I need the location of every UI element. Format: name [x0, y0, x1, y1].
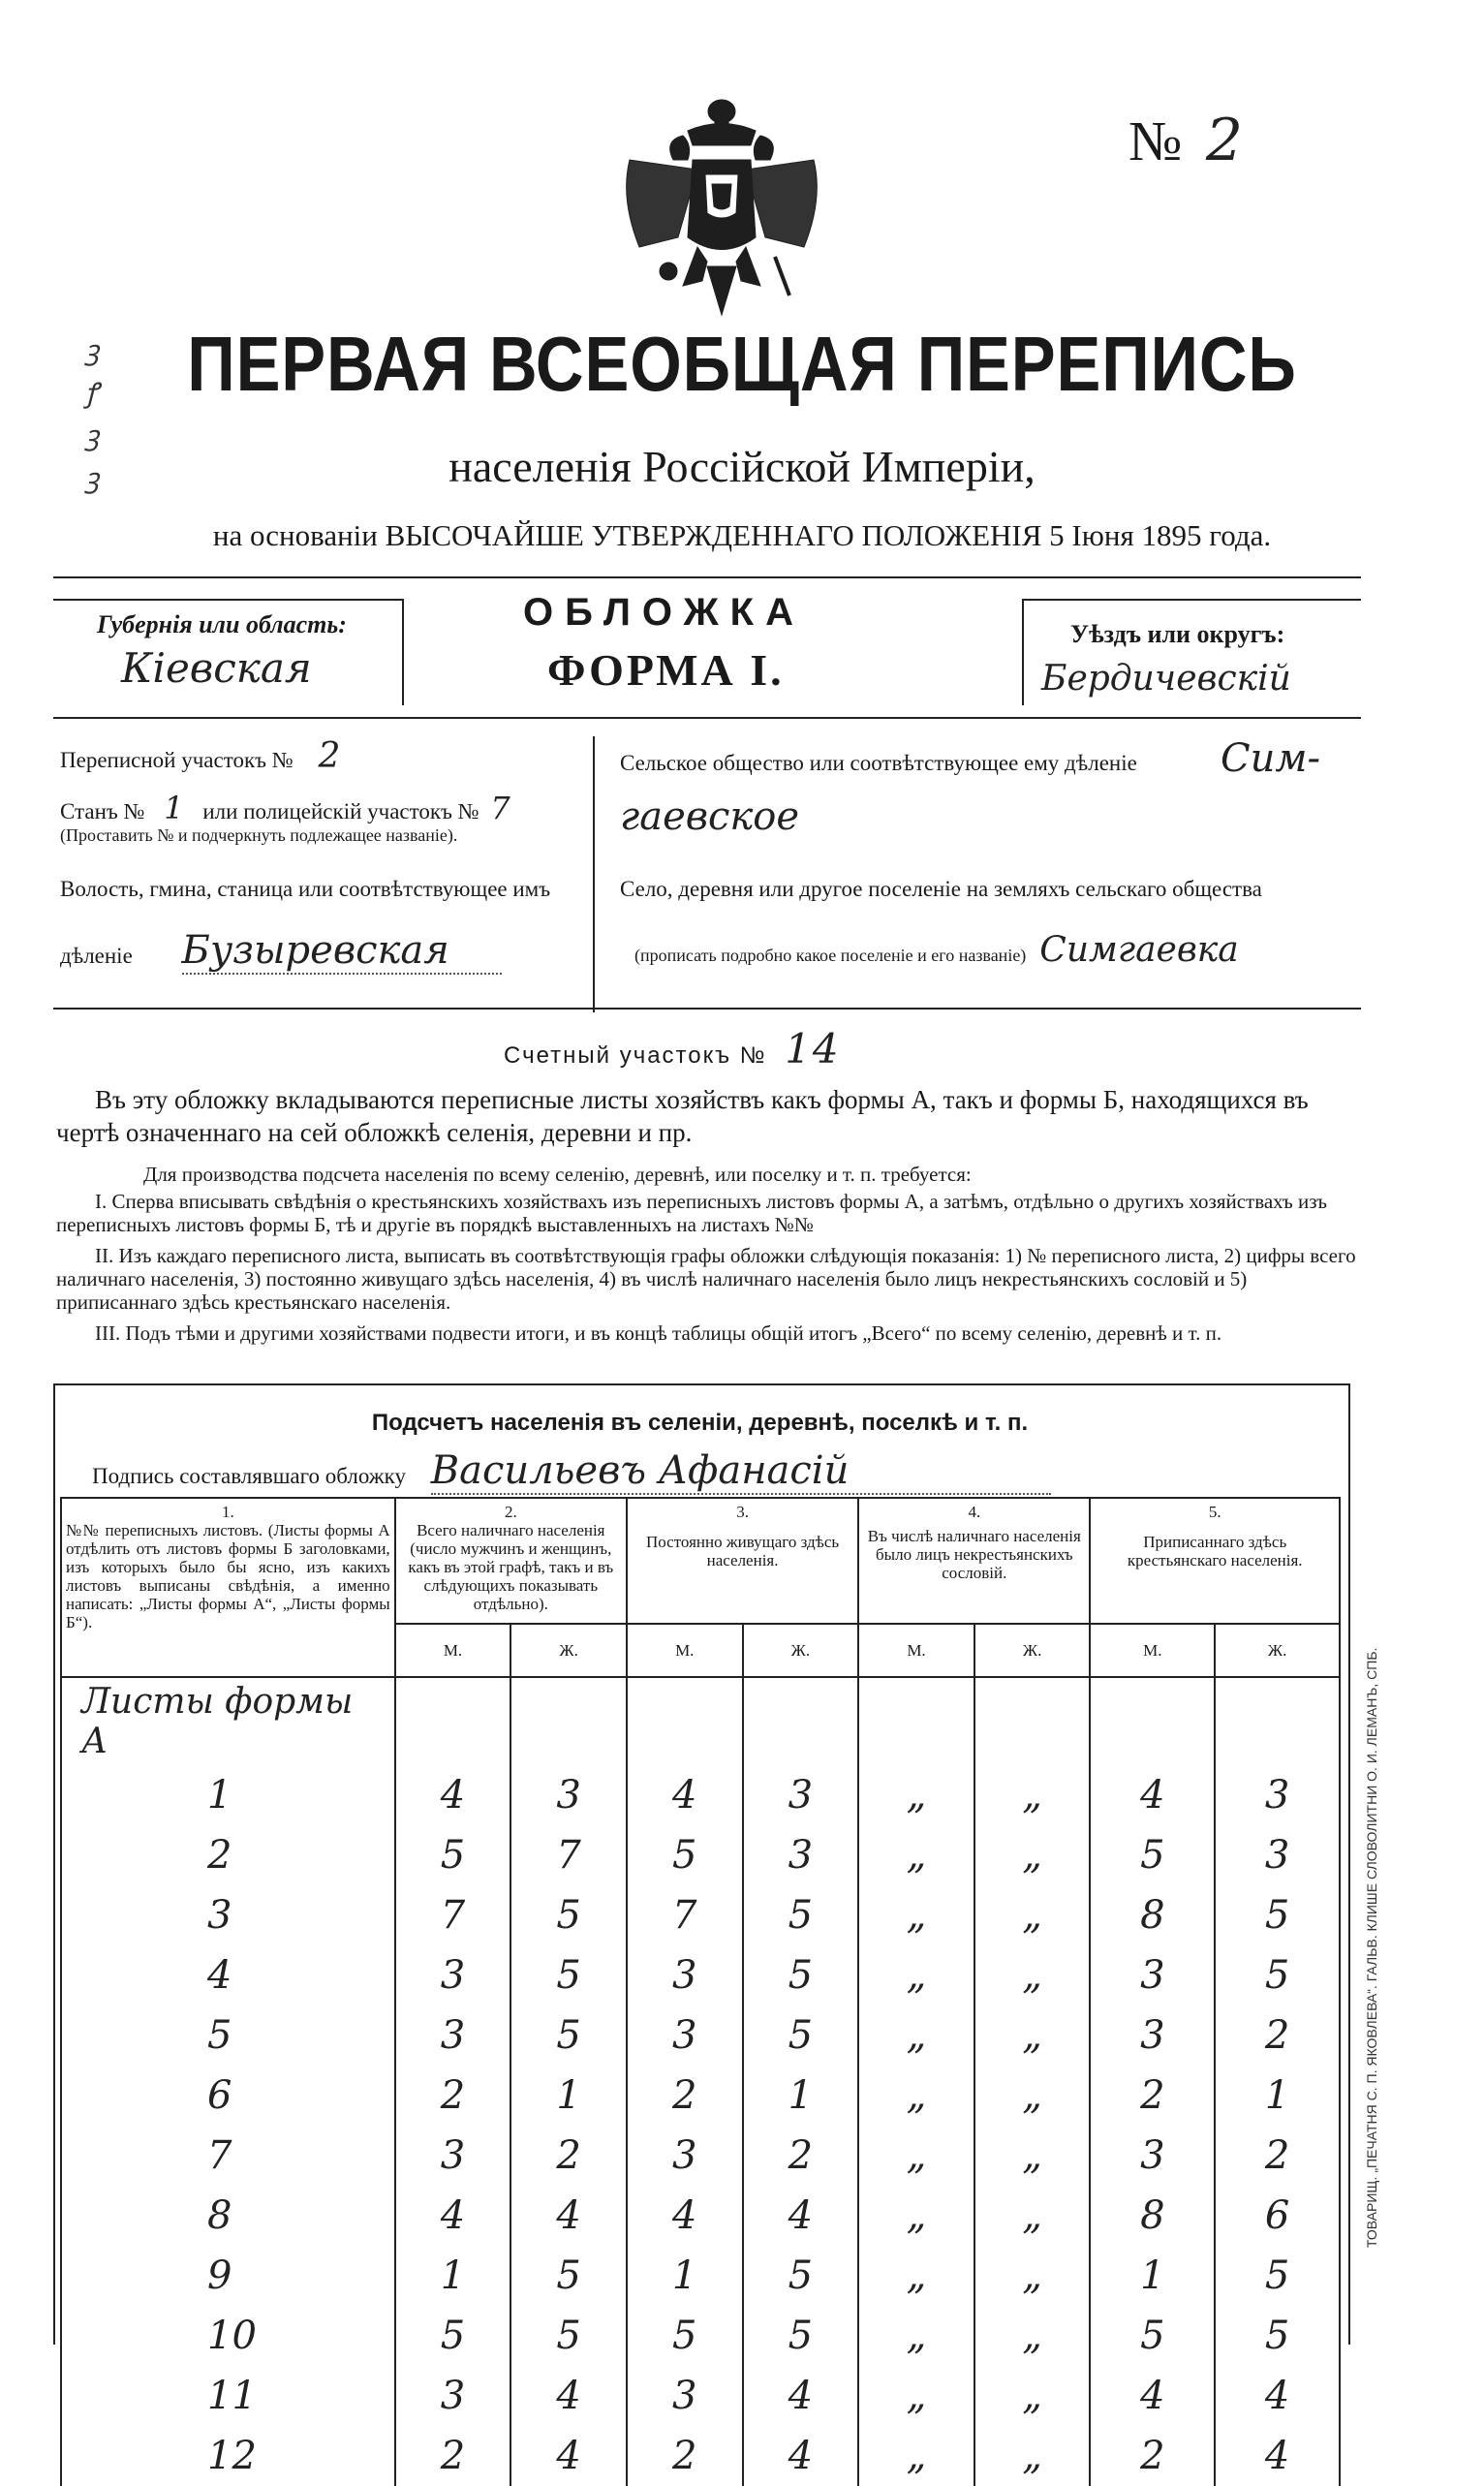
- table-cell: [395, 1677, 511, 1765]
- village-field: [634, 930, 1239, 970]
- instruction-0: Для производства подсчета населенія по всему селенію, деревнѣ, или поселку и т. п. требуется:: [143, 1163, 972, 1186]
- instruction-3: III. Подъ тѣми и другими хозяйствами подвести итоги, и въ концѣ таблицы общій итогъ „Всего“ по всему селенію, деревнѣ и т. п.: [95, 1321, 1222, 1345]
- col-5-num: 5.: [1208, 1503, 1221, 1521]
- volost-value: Бузыревская: [182, 928, 502, 975]
- sub-zh: Ж.: [974, 1624, 1091, 1677]
- table-cell: 4: [1215, 2366, 1340, 2426]
- table-cell: [858, 1677, 974, 1765]
- table-cell: „: [974, 2066, 1091, 2126]
- top-divider: [53, 576, 1361, 578]
- table-row: [61, 2005, 1340, 2066]
- sheet-number-cell: 8: [61, 2186, 395, 2246]
- table-cell: [1215, 1677, 1340, 1765]
- table-row: [61, 2306, 1340, 2366]
- header-bottom-divider: [53, 717, 1361, 719]
- table-cell: 2: [395, 2066, 511, 2126]
- table-header-row: [61, 1498, 1340, 1624]
- col-5-text: Приписаннаго здѣсь крестьянскаго населенія.: [1127, 1533, 1303, 1569]
- intro-text: Въ эту обложку вкладываются переписные листы хозяйствъ какъ формы А, такъ и формы Б, находящихся въ чертѣ означеннаго на сей обложкѣ селенія, деревни и пр.: [56, 1085, 1309, 1147]
- section-row: [61, 1677, 1340, 1765]
- table-cell: 5: [743, 1945, 859, 2005]
- table-cell: 8: [1090, 1885, 1215, 1945]
- sheet-number-cell: 2: [61, 1825, 395, 1885]
- col-1-text: №№ переписныхъ листовъ. (Листы формы А отдѣлить отъ листовъ формы Б заголовками, изъ которыхъ было бы ясно, изъ какихъ листовъ выписаны свѣдѣнія, а именно написать: „Листы формы А“, „Листы формы Б“).: [66, 1521, 390, 1631]
- table-cell: 5: [1090, 1825, 1215, 1885]
- table-cell: 1: [395, 2246, 511, 2306]
- table-cell: 2: [627, 2426, 743, 2486]
- table-cell: 3: [627, 2126, 743, 2186]
- table-cell: „: [858, 2306, 974, 2366]
- table-cell: 3: [395, 2126, 511, 2186]
- table-cell: 4: [510, 2426, 627, 2486]
- table-cell: 3: [395, 2366, 511, 2426]
- census-body: [61, 1677, 1340, 2486]
- table-cell: „: [858, 2126, 974, 2186]
- table-cell: „: [858, 1765, 974, 1825]
- sub-m: М.: [395, 1624, 511, 1677]
- table-cell: 5: [627, 2306, 743, 2366]
- table-cell: 3: [743, 1765, 859, 1825]
- sub-zh: Ж.: [510, 1624, 627, 1677]
- table-cell: 3: [743, 1825, 859, 1885]
- table-cell: 5: [743, 1885, 859, 1945]
- table-cell: 4: [627, 1765, 743, 1825]
- table-cell: 5: [1090, 2306, 1215, 2366]
- table-cell: „: [858, 1885, 974, 1945]
- table-cell: „: [974, 2426, 1091, 2486]
- sheet-number-cell: 3: [61, 1885, 395, 1945]
- table-cell: „: [858, 2186, 974, 2246]
- village-note: (прописать подробно какое поселеніе и его названіе): [634, 946, 1027, 965]
- volost-label: Волость, гмина, станица или соотвѣтствующее имъ: [60, 877, 551, 901]
- delenie-label: дѣленіе: [60, 944, 133, 968]
- stan-field: [60, 790, 510, 826]
- form-number-label: №: [1128, 109, 1183, 172]
- sub-zh: Ж.: [743, 1624, 859, 1677]
- table-cell: 4: [1215, 2426, 1340, 2486]
- table-cell: 1: [1215, 2066, 1340, 2126]
- table-cell: 2: [1090, 2426, 1215, 2486]
- signature-value: Васильевъ Афанасій: [431, 1448, 1051, 1495]
- table-cell: „: [858, 1825, 974, 1885]
- table-cell: 5: [510, 2005, 627, 2066]
- sheet-number-cell: 11: [61, 2366, 395, 2426]
- col-3-num: 3.: [736, 1503, 749, 1521]
- table-cell: „: [858, 2066, 974, 2126]
- cover-title: ОБЛОЖКА: [523, 591, 805, 634]
- table-cell: 2: [743, 2126, 859, 2186]
- col-5-header: [1090, 1498, 1340, 1624]
- page-subtitle: населенія Россійской Имперіи,: [448, 442, 1036, 491]
- table-cell: [627, 1677, 743, 1765]
- table-cell: 4: [1090, 2366, 1215, 2426]
- legal-basis: на основаніи ВЫСОЧАЙШЕ УТВЕРЖДЕННАГО ПОЛОЖЕНІЯ 5 Іюня 1895 года.: [212, 518, 1272, 552]
- info-bottom-divider: [53, 1008, 1361, 1010]
- table-cell: 3: [627, 2366, 743, 2426]
- table-cell: 5: [743, 2005, 859, 2066]
- sub-m: М.: [627, 1624, 743, 1677]
- table-cell: „: [974, 2246, 1091, 2306]
- sub-zh: Ж.: [1215, 1624, 1340, 1677]
- table-cell: [743, 1677, 859, 1765]
- table-cell: 5: [743, 2306, 859, 2366]
- col-1-header: [61, 1498, 395, 1677]
- table-cell: 3: [395, 1945, 511, 2005]
- col-3-header: [627, 1498, 858, 1624]
- uchastok-value: 2: [318, 736, 341, 776]
- signature-label: Подпись составлявшаго обложку: [92, 1464, 407, 1488]
- table-cell: 3: [1090, 2005, 1215, 2066]
- table-cell: 3: [510, 1765, 627, 1825]
- table-cell: 5: [395, 2306, 511, 2366]
- table-cell: 4: [627, 2186, 743, 2246]
- table-cell: 2: [395, 2426, 511, 2486]
- table-cell: 3: [627, 1945, 743, 2005]
- table-cell: 8: [1090, 2186, 1215, 2246]
- table-row: [61, 1825, 1340, 1885]
- sheet-number-cell: 5: [61, 2005, 395, 2066]
- table-cell: „: [974, 1945, 1091, 2005]
- table-cell: 7: [395, 1885, 511, 1945]
- guberniya-label: Губернія или область:: [97, 610, 347, 638]
- table-cell: 2: [627, 2066, 743, 2126]
- margin-marks: ꝫ ꝭ ꝫ ꝫ: [85, 334, 100, 494]
- page-title: ПЕРВАЯ ВСЕОБЩАЯ ПЕРЕПИСЬ: [187, 321, 1297, 407]
- table-cell: 4: [395, 2186, 511, 2246]
- counting-label: Счетный участокъ №: [504, 1042, 767, 1069]
- table-row: [61, 1945, 1340, 2005]
- table-cell: 3: [1215, 1765, 1340, 1825]
- table-cell: 5: [743, 2246, 859, 2306]
- table-cell: 5: [510, 1885, 627, 1945]
- table-cell: 5: [1215, 2306, 1340, 2366]
- col-1-num: 1.: [221, 1503, 234, 1521]
- table-cell: [974, 1677, 1091, 1765]
- table-cell: [1090, 1677, 1215, 1765]
- table-cell: 7: [510, 1825, 627, 1885]
- table-cell: 3: [627, 2005, 743, 2066]
- delenie-field: [60, 928, 502, 975]
- table-cell: 1: [627, 2246, 743, 2306]
- village-label: Село, деревня или другое поселеніе на земляхъ сельскаго общества: [620, 877, 1262, 901]
- table-row: [61, 2186, 1340, 2246]
- sheet-number-cell: 1: [61, 1765, 395, 1825]
- col-2-num: 2.: [504, 1503, 517, 1521]
- table-cell: 5: [510, 1945, 627, 2005]
- table-cell: 4: [510, 2186, 627, 2246]
- sub-m: М.: [1090, 1624, 1215, 1677]
- table-row: [61, 2126, 1340, 2186]
- table-row: [61, 2246, 1340, 2306]
- table-cell: 4: [510, 2366, 627, 2426]
- table-cell: [510, 1677, 627, 1765]
- table-cell: 4: [743, 2366, 859, 2426]
- section-label: Листы формы А: [61, 1677, 395, 1765]
- table-cell: 4: [743, 2426, 859, 2486]
- table-cell: 5: [395, 1825, 511, 1885]
- table-cell: 5: [510, 2246, 627, 2306]
- sub-m: М.: [858, 1624, 974, 1677]
- instruction-1: I. Сперва вписывать свѣдѣнія о крестьянскихъ хозяйствахъ изъ переписныхъ листовъ формы А, а затѣмъ, отдѣльно о другихъ хозяйствахъ изъ переписныхъ листовъ формы Б, тѣ и другіе въ порядкѣ выставленныхъ на листахъ №№: [56, 1190, 1328, 1236]
- table-cell: „: [858, 2246, 974, 2306]
- table-cell: „: [974, 1825, 1091, 1885]
- table-cell: 5: [1215, 1885, 1340, 1945]
- col-2-text: Всего наличнаго населенія (число мужчинъ и женщинъ, какъ въ этой графѣ, такъ и въ слѣдующихъ показывать отдѣльно).: [408, 1521, 614, 1613]
- counting-field: [504, 1025, 841, 1072]
- table-cell: 5: [627, 1825, 743, 1885]
- table-cell: 5: [510, 2306, 627, 2366]
- table-cell: 3: [1215, 1825, 1340, 1885]
- coat-of-arms-icon: [610, 92, 833, 320]
- table-cell: „: [858, 2005, 974, 2066]
- form-title: ФОРМА I.: [547, 645, 785, 695]
- table-cell: „: [974, 2366, 1091, 2426]
- stan-label: Станъ №: [60, 799, 145, 823]
- table-row: [61, 1885, 1340, 1945]
- table-cell: 5: [1215, 1945, 1340, 2005]
- table-cell: 4: [743, 2186, 859, 2246]
- stan-value: 1: [164, 790, 184, 826]
- uezd-label: Уѣздъ или округъ:: [1070, 620, 1285, 648]
- signature-field: [92, 1448, 1051, 1495]
- table-cell: 2: [1215, 2005, 1340, 2066]
- uezd-box-top: [1022, 599, 1361, 601]
- uchastok-field: [60, 736, 340, 776]
- col-4-header: [858, 1498, 1090, 1624]
- table-cell: „: [858, 1945, 974, 2005]
- society-label: Сельское общество или соотвѣтствующее ему дѣленіе: [620, 751, 1137, 775]
- table-cell: 3: [395, 2005, 511, 2066]
- guberniya-box-right: [402, 599, 404, 705]
- table-cell: 2: [1215, 2126, 1340, 2186]
- form-number: [1128, 107, 1243, 174]
- table-cell: „: [858, 2366, 974, 2426]
- table-row: [61, 2426, 1340, 2486]
- table-cell: „: [974, 1885, 1091, 1945]
- table-cell: 2: [510, 2126, 627, 2186]
- table-row: [61, 1765, 1340, 1825]
- counting-value: 14: [785, 1025, 841, 1072]
- table-cell: 1: [1090, 2246, 1215, 2306]
- table-cell: 3: [1090, 1945, 1215, 2005]
- sheet-number-cell: 4: [61, 1945, 395, 2005]
- sheet-number-cell: 6: [61, 2066, 395, 2126]
- guberniya-value: Кіевская: [121, 644, 312, 692]
- table-cell: „: [974, 2126, 1091, 2186]
- form-number-value: 2: [1205, 107, 1244, 174]
- society-value-2: гаевское: [620, 794, 800, 839]
- police-label: или полицейскій участокъ №: [202, 799, 479, 823]
- table-cell: „: [974, 1765, 1091, 1825]
- table-cell: 5: [1215, 2246, 1340, 2306]
- printer-imprint: ТОВАРИЩ. „ПЕЧАТНЯ С. П. ЯКОВЛЕВА“. ГАЛЬВ. КЛИШЕ СЛОВОЛИТНИ О. И. ЛЕМАНЪ, СПБ.: [1364, 1647, 1379, 2248]
- table-cell: 4: [1090, 1765, 1215, 1825]
- col-4-num: 4.: [968, 1503, 981, 1521]
- village-value: Симгаевка: [1039, 930, 1239, 970]
- instruction-2: II. Изъ каждаго переписного листа, выписать въ соотвѣтствующія графы обложки слѣдующія показанія: 1) № переписного листа, 2) цифры всего наличнаго населенія, 3) постоянно живущаго здѣсь населенія, 4) въ числѣ наличнаго населенія было лицъ некрестьянскихъ сословій и 5) приписаннаго здѣсь крестьянскаго населенія.: [56, 1244, 1356, 1314]
- table-cell: „: [858, 2426, 974, 2486]
- table-cell: „: [974, 2306, 1091, 2366]
- sheet-number-cell: 7: [61, 2126, 395, 2186]
- table-cell: „: [974, 2186, 1091, 2246]
- table-cell: 7: [627, 1885, 743, 1945]
- table-row: [61, 2366, 1340, 2426]
- guberniya-box-top: [53, 599, 404, 601]
- uezd-box-left: [1022, 599, 1024, 705]
- table-row: [61, 2066, 1340, 2126]
- table-title: Подсчетъ населенія въ селеніи, деревнѣ, поселкѣ и т. п.: [371, 1410, 1029, 1436]
- society-value-1: Сим-: [1221, 736, 1321, 781]
- uchastok-label: Переписной участокъ №: [60, 748, 294, 772]
- sheet-number-cell: 12: [61, 2426, 395, 2486]
- table-cell: 6: [1215, 2186, 1340, 2246]
- police-value: 7: [490, 790, 510, 826]
- middle-divider: [593, 736, 595, 1012]
- uezd-value: Бердичевскій: [1041, 659, 1291, 699]
- table-cell: 1: [510, 2066, 627, 2126]
- table-cell: „: [974, 2005, 1091, 2066]
- table-cell: 4: [395, 1765, 511, 1825]
- stan-note: (Проставить № и подчеркнуть подлежащее названіе).: [60, 825, 458, 845]
- table-cell: 1: [743, 2066, 859, 2126]
- col-4-text: Въ числѣ наличнаго населенія было лицъ некрестьянскихъ сословій.: [867, 1527, 1081, 1582]
- sheet-number-cell: 10: [61, 2306, 395, 2366]
- sheet-number-cell: 9: [61, 2246, 395, 2306]
- table-cell: 2: [1090, 2066, 1215, 2126]
- col-3-text: Постоянно живущаго здѣсь населенія.: [645, 1533, 840, 1569]
- col-2-header: [395, 1498, 627, 1624]
- table-cell: 3: [1090, 2126, 1215, 2186]
- census-table: [60, 1497, 1341, 2486]
